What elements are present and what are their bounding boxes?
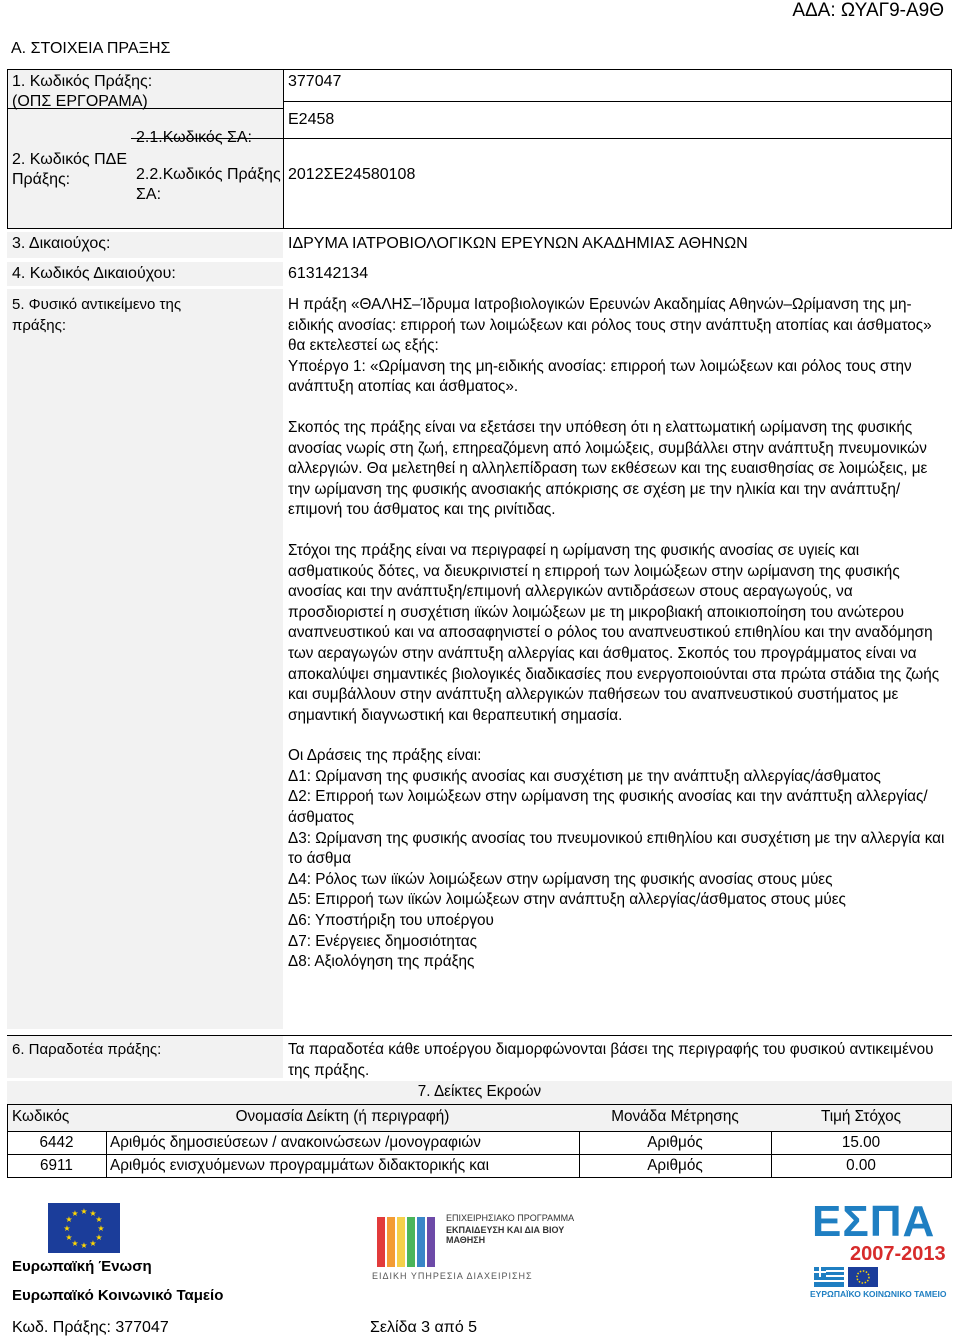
svg-text:★: ★ — [71, 1239, 79, 1248]
program-line-3: ΕΙΔΙΚΗ ΥΠΗΡΕΣΙΑ ΔΙΑΧΕΙΡΙΣΗΣ — [372, 1271, 533, 1281]
eu-union-label: Ευρωπαϊκή Ένωση — [12, 1258, 152, 1275]
svg-text:★: ★ — [80, 1207, 88, 1216]
svg-text:★: ★ — [95, 1215, 103, 1224]
beneficiary-label: 3. Δικαιούχος: — [12, 235, 111, 252]
eu-fund-label: Ευρωπαϊκό Κοινωνικό Ταμείο — [12, 1287, 224, 1304]
svg-text:★: ★ — [71, 1209, 79, 1218]
rule — [7, 1177, 952, 1178]
sa-action-label-2: ΣΑ: — [136, 186, 162, 203]
object-label-2: πράξης: — [12, 317, 67, 334]
rule — [7, 1035, 952, 1036]
rule — [7, 69, 8, 229]
code-ops-label: 1. Κωδικός Πράξης: — [12, 73, 153, 90]
pde-label: 2. Κωδικός ΠΔΕ — [12, 151, 127, 168]
rule — [106, 1131, 107, 1178]
eu-stars-icon — [48, 1203, 120, 1253]
table-cell: Αριθμός — [647, 1157, 703, 1174]
actions-intro: Οι Δράσεις της πράξης είναι: — [288, 747, 482, 765]
pde-label-2: Πράξης: — [12, 171, 71, 188]
rule — [951, 1104, 952, 1178]
object-paragraph-2: Σκοπός της πράξης είναι να εξετάσει την υπόθεση ότι η ελαττωματική ωρίμανση της φυσικής ανοσίας νωρίς στη ζωή, επηρεαζόμενη από λοιμώξεις, συμβάλλει στην ανάπτυξη πνευμονικών αλλεργιών. Θα μελετηθεί η αλληλεπίδραση των εκθέσεων και της ευαισθησίας σε λοιμώξεις, με την ωρίμανση της φυσικής ανοσιακής απόκρισης σε σχέση με την ηλικία και την ανάπτυξη/επιμονή του άσθματος και της ρινίτιδας. — [288, 418, 928, 519]
rule — [283, 101, 952, 102]
espa-logo-text: ΕΣΠΑ — [812, 1197, 936, 1246]
table-cell: Αριθμός ενισχυόμενων προγραμμάτων διδακτορικής και — [110, 1157, 490, 1174]
sa-code-label: 2.1.Κωδικός ΣΑ: — [136, 129, 252, 146]
greek-flag-icon — [814, 1267, 844, 1287]
sa-action-value: 2012ΣΕ24580108 — [288, 166, 416, 183]
col-header-name: Ονομασία Δείκτη (ή περιγραφή) — [235, 1108, 450, 1125]
sa-action-label: 2.2.Κωδικός Πράξης — [136, 166, 281, 183]
footer-code: Κωδ. Πράξης: 377047 — [12, 1319, 169, 1336]
program-line-2: ΕΚΠΑΙΔΕΥΣΗ ΚΑΙ ΔΙΑ ΒΙΟΥ ΜΑΘΗΣΗ — [446, 1225, 565, 1245]
espa-years: 2007-2013 — [850, 1243, 946, 1265]
eu-flag-small-icon — [848, 1267, 878, 1287]
action-item: Δ3: Ωρίμανση της φυσικής ανοσίας του πνευμονικού επιθηλίου και συσχέτιση με την αλλεργία και το άσθμα — [288, 829, 945, 868]
object-paragraph-1: Η πράξη «ΘΑΛΗΣ–Ίδρυμα Ιατροβιολογικών Ερευνών Ακαδημίας Αθηνών–Ωρίμανση της μη-ειδικής ανοσίας: επιρροή των λοιμώξεων και ρόλος τους στην ανάπτυξη ατοπίας και άσθματος» θα εκτελεστεί ως εξής: — [288, 296, 932, 355]
rule — [7, 69, 952, 70]
action-item: Δ7: Ενέργειες δημοσιότητας — [288, 932, 477, 950]
program-line-1: ΕΠΙΧΕΙΡΗΣΙΑΚΟ ΠΡΟΓΡΑΜΜΑ — [446, 1213, 575, 1223]
beneficiary-code-value: 613142134 — [288, 265, 369, 282]
col-header-code: Κωδικός — [12, 1108, 70, 1125]
col-header-target: Τιμή Στόχος — [820, 1108, 902, 1125]
deliverables-text: Τα παραδοτέα κάθε υποέργου διαμορφώνονται βάσει της περιγραφής του φυσικού αντικειμένου της πράξης. — [288, 1041, 934, 1079]
action-item: Δ4: Ρόλος των ιϊκών λοιμώξεων στην ωρίμανση της φυσικής ανοσίας στους μύες — [288, 870, 833, 888]
svg-text:★: ★ — [65, 1233, 73, 1242]
svg-text:★: ★ — [89, 1239, 97, 1248]
espa-logo — [810, 1197, 958, 1299]
action-item: Δ1: Ωρίμανση της φυσικής ανοσίας και συσχέτιση με την ανάπτυξη αλλεργίας/άσθματος — [288, 767, 881, 785]
svg-text:★: ★ — [65, 1215, 73, 1224]
svg-text:★: ★ — [97, 1224, 105, 1233]
rule — [283, 138, 952, 139]
section-title: Α. ΣΤΟΙΧΕΙΑ ΠΡΑΞΗΣ — [11, 40, 171, 57]
rule — [283, 69, 284, 229]
espa-fund: ΕΥΡΩΠΑΪΚΟ ΚΟΙΝΩΝΙΚΟ ΤΑΜΕΙΟ — [810, 1289, 947, 1299]
table-cell: Αριθμός — [647, 1134, 703, 1151]
rule — [7, 228, 952, 229]
page-number: Σελίδα 3 από 5 — [370, 1319, 478, 1336]
rule — [7, 1104, 952, 1105]
object-paragraph-1b: Υποέργο 1: «Ωρίμανση της μη-ειδικής ανοσίας: επιρροή των λοιμώξεων και ρόλος τους στην ανάπτυξη ατοπίας και άσθματος». — [288, 357, 912, 396]
action-item: Δ5: Επιρροή των ιϊκών λοιμώξεων στην ανάπτυξη αλλεργίας/άσθματος στους μύες — [288, 891, 846, 909]
rule — [951, 69, 952, 229]
svg-text:★: ★ — [95, 1233, 103, 1242]
rule — [7, 1154, 952, 1155]
object-description — [288, 295, 948, 973]
svg-text:★: ★ — [89, 1209, 97, 1218]
program-emblem-icon — [372, 1211, 442, 1273]
indicators-title: 7. Δείκτες Εκροών — [417, 1083, 542, 1100]
deliverables-label: 6. Παραδοτέα πράξης: — [12, 1041, 162, 1058]
code-ops-label-2: (ΟΠΣ ΕΡΓΟΡΑΜΑ) — [12, 93, 148, 110]
eu-flag-logo — [48, 1203, 120, 1253]
table-cell: 6911 — [40, 1157, 73, 1174]
beneficiary-code-label: 4. Κωδικός Δικαιούχου: — [12, 265, 176, 282]
rule — [7, 1131, 952, 1132]
code-ops-value: 377047 — [288, 73, 342, 90]
ada-code: ΑΔΑ: ΩΥΑΓ9-Α9Θ — [792, 0, 944, 21]
action-item: Δ8: Αξιολόγηση της πράξης — [288, 953, 475, 971]
svg-text:★: ★ — [63, 1224, 71, 1233]
action-item: Δ6: Υποστήριξη του υποέργου — [288, 912, 494, 930]
col-header-unit: Μονάδα Μέτρησης — [611, 1108, 739, 1125]
object-label: 5. Φυσικό αντικείμενο της — [12, 296, 182, 313]
table-cell: 0.00 — [846, 1157, 876, 1174]
table-cell: 15.00 — [841, 1134, 881, 1151]
svg-text:★: ★ — [80, 1241, 88, 1250]
beneficiary-value: ΙΔΡΥΜΑ ΙΑΤΡΟΒΙΟΛΟΓΙΚΩΝ ΕΡΕΥΝΩΝ ΑΚΑΔΗΜΙΑΣ ΑΘΗΝΩΝ — [288, 235, 748, 252]
program-logo — [372, 1203, 592, 1283]
label-shade-5 — [7, 289, 283, 1029]
object-paragraph-3: Στόχοι της πράξης είναι να περιγραφεί η ωρίμανση της φυσικής ανοσίας σε υγιείς και ασθματικούς δότες, να διευκρινιστεί η επιρροή των λοιμώξεων στην ωρίμανση της φυσικής ανοσίας και την ανάπτυξη/επιμονή αλλεργικών αντιδράσεων στους αεραγωγούς, να προσδιοριστεί η συσχέτιση ιϊκών λοιμώξεων με τη μικροβιακή αποικιοποίηση του ανώτερου αναπνευστικού και να αποσαφηνιστεί ο ρόλος του αναπνευστικού επιθηλίου και την αναδόμηση των αεραγωγών στην ανάπτυξη αλλεργίας και άσθματος. Σκοπός του προγράμματος είναι να αποκαλύψει σημαντικές βιολογικές διαδικασίες που ενεργοποιούνται στα πρώτα στάδια της ζωής και συμβάλλουν στην ανάπτυξη αλλεργικών παθήσεων του αναπνευστικού συστήματος με σημαντική διαγνωστική και θεραπευτική σημασία. — [288, 541, 940, 724]
sa-code-value: Ε2458 — [288, 111, 335, 128]
table-cell: 6442 — [39, 1134, 74, 1151]
table-cell: Αριθμός δημοσιεύσεων / ανακοινώσεων /μονογραφιών — [110, 1134, 481, 1151]
action-item: Δ2: Επιρροή των λοιμώξεων στην ωρίμανση της φυσικής ανοσίας και την ανάπτυξη αλλεργίας/άσθματος — [288, 788, 928, 827]
